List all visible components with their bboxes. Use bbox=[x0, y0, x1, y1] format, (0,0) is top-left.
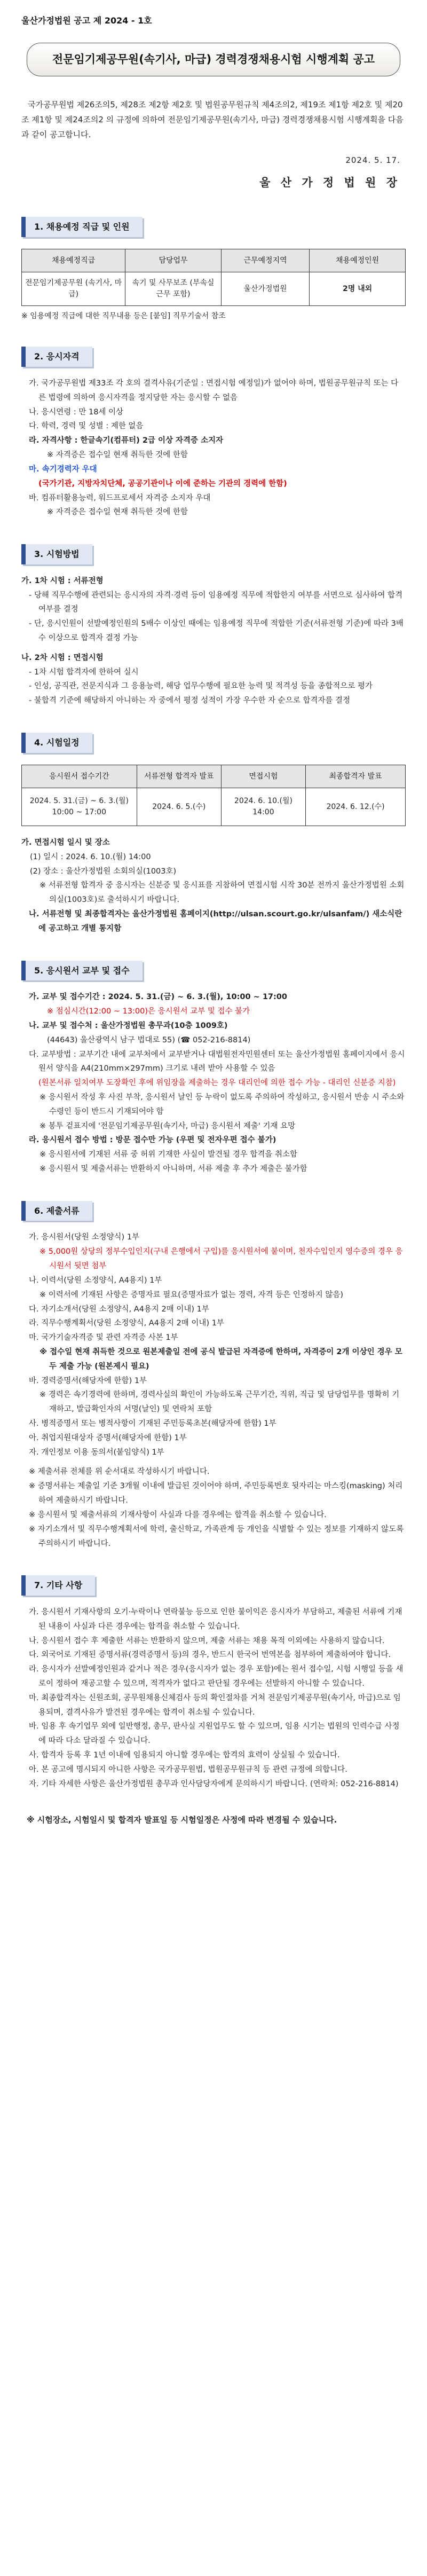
list-item: 가. 응시원서(당원 소정양식) 1부 bbox=[29, 1233, 140, 1242]
table-header: 면접시험 bbox=[221, 765, 305, 788]
table-cell: 2024. 6. 12.(수) bbox=[306, 788, 406, 826]
list-item: ※ 응시원서 및 제출서류는 반환하지 아니하며, 서류 제출 후 추가 제출은 불가함 bbox=[39, 1165, 307, 1174]
list-item: 자. 기타 자세한 사항은 울산가정법원 총무과 인사담당자에게 문의하시기 바랍니다. (연락처: 052-216-8814) bbox=[29, 1779, 399, 1788]
schedule-table bbox=[21, 765, 406, 826]
list-item: - 당해 직무수행에 관련되는 응시자의 자격·경력 등이 임용예정 직무에 적합한지 여부를 서면으로 심사하여 합격 여부를 결정 bbox=[29, 591, 403, 614]
list-item: 가. 면접시험 일시 및 장소 bbox=[21, 838, 110, 847]
list-item: 아. 취업지원대상자 증명서(해당자에 한함) 1부 bbox=[29, 1433, 187, 1442]
closing-note: ※ 시험장소, 시험일시 및 합격자 발표일 등 시험일정은 사정에 따라 변경될 수 있습니다. bbox=[27, 1815, 337, 1825]
list-item: - 인성, 공직관, 전문지식과 그 응용능력, 해당 업무수행에 필요한 능력 및 적격성 등을 종합적으로 평가 bbox=[29, 682, 373, 691]
list-item: - 불합격 기준에 해당하지 아니하는 자 중에서 평정 성적이 가장 우수한 자 순으로 합격자를 결정 bbox=[29, 696, 351, 705]
table-header: 담당업무 bbox=[125, 249, 222, 272]
table-cell: 2024. 6. 5.(수) bbox=[137, 788, 221, 826]
list-item: ※ 경력은 속기경력에 한하며, 경력사실의 확인이 가능하도록 근무기간, 직위, 직급 및 담당업무를 명확히 기재하고, 발급확인자의 서명(날인) 및 연락처 포함 bbox=[39, 1391, 400, 1414]
list-item: (국가기관, 지방자치단체, 공공기관이나 이에 준하는 기관의 경력에 한함) bbox=[38, 479, 287, 488]
list-item: ※ 응시원서에 기재된 서류 중 허위 기재한 사실이 발견될 경우 합격을 취소함 bbox=[39, 1150, 298, 1159]
list-item: 사. 병적증명서 또는 병적사항이 기재된 주민등록초본(해당자에 한함) 1부 bbox=[29, 1419, 276, 1428]
notice-title: 전문임기제공무원(속기사, 마급) 경력경쟁채용시험 시행계획 공고 bbox=[27, 43, 400, 77]
list-item: 바. 컴퓨터활용능력, 워드프로세서 자격증 소지자 우대 bbox=[29, 493, 211, 502]
list-item: 가. 교부 및 접수기간 : 2024. 5. 31.(금) ~ 6. 3.(월), 10:00 ~ 17:00 bbox=[29, 993, 287, 1002]
section-heading: 4. 시험일정 bbox=[21, 733, 92, 753]
list-item: ※ 접수일 현재 취득한 것으로 원본제출일 전에 공식 발급된 자격증에 한하며, 자격증이 2개 이상인 경우 모두 제출 가능 (원본제시 필요) bbox=[39, 1347, 402, 1371]
table-cell: 속기 및 사무보조 (부속실 근무 포함) bbox=[125, 272, 222, 306]
list-item: (44643) 울산광역시 남구 법대로 55) (☎ 052-216-8814) bbox=[47, 1035, 251, 1044]
table-header: 서류전형 합격자 발표 bbox=[137, 765, 221, 788]
list-item: ※ 점심시간(12:00 ~ 13:00)은 응시원서 교부 및 접수 불가 bbox=[47, 1007, 250, 1016]
list-item: ※ 봉투 겉표지에 '전문임기제공무원(속기사, 마급) 응시원서 제출' 기재 요망 bbox=[39, 1121, 296, 1130]
list-item: ※ 제출서류 전체를 위 순서대로 작성하시기 바랍니다. bbox=[29, 1467, 210, 1477]
notice-number: 울산가정법원 공고 제 2024 - 1호 bbox=[21, 15, 152, 26]
list-item: 나. 응시연령 : 만 18세 이상 bbox=[29, 407, 124, 417]
list-item: ※ 자격증은 접수일 현재 취득한 것에 한함 bbox=[47, 508, 188, 517]
notice-date: 2024. 5. 17. bbox=[345, 155, 400, 166]
list-item: (2) 장소 : 울산가정법원 소회의실(1003호) bbox=[30, 867, 177, 876]
list-item: - 1차 시험 합격자에 한하여 실시 bbox=[29, 667, 139, 677]
list-item: - 단, 응시인원이 선발예정인원의 5배수 이상인 때에는 임용예정 직무에 적합한 기준(서류전형 기준)에 따라 3배수 이상으로 합격자 결정 가능 bbox=[29, 619, 404, 642]
list-item: 라. 자격사항 : 한글속기(컴퓨터) 2급 이상 자격증 소지자 bbox=[29, 436, 224, 445]
list-item: (1) 일시 : 2024. 6. 10.(월) 14:00 bbox=[30, 852, 151, 861]
section-documents bbox=[21, 1201, 406, 1551]
section-recruitment bbox=[21, 217, 406, 322]
list-item: 다. 학력, 경력 및 성별 : 제한 없음 bbox=[29, 422, 144, 431]
list-item: 가. 국가공무원법 제33조 각 호의 결격사유(기준일 : 면접시험 예정일)가 없어야 하며, 법원공무원규칙 또는 다른 법령에 의하여 응시자격을 정지당한 자는 응시할 수 없음 bbox=[29, 379, 399, 402]
table-header: 근무예정지역 bbox=[221, 249, 309, 272]
section-other bbox=[21, 1575, 406, 1828]
list-item: 나. 이력서(당원 소정양식, A4용지) 1부 bbox=[29, 1276, 162, 1285]
list-item: (원본서류 일치여부 도장확인 후에 위임장을 제출하는 경우 대리인에 의한 접수 가능 - 대리인 신분증 지참) bbox=[38, 1079, 396, 1088]
table-header: 채용예정인원 bbox=[310, 249, 406, 272]
table-row bbox=[22, 788, 406, 826]
list-item: 나. 2차 시험 : 면접시험 bbox=[21, 653, 104, 662]
section-application bbox=[21, 961, 406, 1176]
list-item: ※ 응시원서 작성 후 사진 부착, 응시원서 날인 등 누락이 없도록 주의하여 작성하고, 응시원서 반송 시 주소와 수령인 등이 반드시 기재되어야 함 bbox=[39, 1093, 405, 1116]
list-item: ※ 이력서에 기재된 사항은 증명자료 필요(증명자료가 없는 경력, 자격 등은 인정하지 않음) bbox=[39, 1290, 344, 1299]
list-item: ※ 5,000원 상당의 정부수입인지(구내 은행에서 구입)를 응시원서에 붙이며, 천자수입인지 영수증의 경우 응시원서 뒷면 첨부 bbox=[39, 1247, 403, 1271]
table-header: 응시원서 접수기간 bbox=[22, 765, 137, 788]
list-item: 마. 속기경력자 우대 bbox=[29, 465, 97, 474]
list-item: ※ 자격증은 접수일 현재 취득한 것에 한함 bbox=[47, 451, 188, 460]
list-item: 자. 개인정보 이용 동의서(붙임양식) 1부 bbox=[29, 1448, 164, 1457]
section-exam-method bbox=[21, 544, 406, 708]
section-schedule bbox=[21, 733, 406, 936]
section-heading: 6. 제출서류 bbox=[21, 1201, 92, 1221]
list-item: 가. 1차 시험 : 서류전형 bbox=[21, 576, 104, 585]
list-item: 다. 교부방법 : 교부기간 내에 교부처에서 교부받거나 대법원전자민원센터 또는 울산가정법원 홈페이지에서 응시원서 양식을 A4(210mm×297mm) 크기로 내려 받아 사용할 수 있음 bbox=[29, 1050, 405, 1073]
list-item: ※ 자기소개서 및 직무수행계획서에 학력, 출신학교, 가족관계 등 개인을 식별할 수 있는 정보를 기재하지 않도록 주의하시기 바랍니다. bbox=[29, 1525, 404, 1548]
recruitment-table bbox=[21, 249, 406, 306]
list-item: 바. 임용 후 속기업무 외에 일반행정, 총무, 판사실 지원업무도 할 수 있으며, 임용 시기는 법원의 인력수급 사정에 따라 다소 달라질 수 있습니다. bbox=[29, 1722, 400, 1746]
list-item: 아. 본 공고에 명시되지 아니한 사항은 국가공무원법, 법원공무원규칙 등 관련 규정에 의합니다. bbox=[29, 1765, 347, 1774]
list-item: 나. 응시원서 접수 후 제출한 서류는 반환하지 않으며, 제출 서류는 채용 목적 이외에는 사용하지 않습니다. bbox=[29, 1636, 385, 1645]
list-item: 마. 국가기술자격증 및 관련 자격증 사본 1부 bbox=[29, 1333, 178, 1342]
list-item: 마. 최종합격자는 신원조회, 공무원채용신체검사 등의 확인절차를 거쳐 전문임기제공무원(속기사, 마급)으로 임용되며, 결격사유가 발견된 경우에는 합격이 취소될 수 있습니다. bbox=[29, 1693, 401, 1717]
section-heading: 1. 채용예정 직급 및 인원 bbox=[21, 217, 143, 237]
signer-name: 울 산 가 정 법 원 장 bbox=[259, 176, 400, 190]
intro-paragraph: 국가공무원법 제26조의5, 제28조 제2항 제2호 및 법원공무원규칙 제4조의2, 제19조 제1항 제2호 및 제20조 제1항 및 제24조의2 의 규정에 의하여 전문임기제공무원(속기사, 마급) 경력경쟁채용시험 시행계획을 다음과 같이 공고합니다. bbox=[21, 100, 404, 139]
table-cell: 전문임기제공무원 (속기사, 마급) bbox=[22, 272, 125, 306]
list-item: ※ 증명서류는 제출일 기준 3개월 이내에 발급된 것이어야 하며, 주민등록번호 뒷자리는 마스킹(masking) 처리하여 제출하시기 바랍니다. bbox=[29, 1482, 403, 1505]
list-item: 다. 외국어로 기재된 증명서류(경력증명서 등)의 경우, 반드시 한국어 번역본을 첨부하여 제출하여야 합니다. bbox=[29, 1651, 391, 1660]
list-item: 나. 교부 및 접수처 : 울산가정법원 총무과(10층 1009호) bbox=[29, 1021, 228, 1030]
table-header: 채용예정직급 bbox=[22, 249, 125, 272]
table-cell: 2024. 5. 31.(금) ~ 6. 3.(월) 10:00 ~ 17:00 bbox=[22, 788, 137, 826]
list-item: 라. 응시자가 선발예정인원과 같거나 적은 경우(응시자가 없는 경우 포함)에는 원서 접수일, 시험 시행일 등을 새로이 정하여 재공고할 수 있으며, 적격자가 없다고 판단될 경우에는 선발하지 아니할 수 있습니다. bbox=[29, 1665, 404, 1688]
list-item: 나. 서류전형 및 최종합격자는 울산가정법원 홈페이지(http://ulsan.scourt.go.kr/ulsanfam/) 새소식란에 공고하고 개별 통지함 bbox=[29, 910, 402, 933]
table-cell: 2024. 6. 10.(월) 14:00 bbox=[221, 788, 305, 826]
section-eligibility bbox=[21, 347, 406, 520]
list-item: 다. 자기소개서(당원 소정양식, A4용지 2매 이내) 1부 bbox=[29, 1305, 209, 1314]
section-note: ※ 임용예정 직급에 대한 직무내용 등은 [붙임] 직무기술서 참조 bbox=[21, 312, 226, 321]
table-header: 최종합격자 발표 bbox=[306, 765, 406, 788]
list-item: ※ 응시원서 및 제출서류의 기재사항이 사실과 다를 경우에는 합격을 취소할 수 있습니다. bbox=[29, 1510, 327, 1519]
list-item: 사. 합격자 등록 후 1년 이내에 임용되지 아니할 경우에는 합격의 효력이 상실될 수 있습니다. bbox=[29, 1751, 340, 1760]
table-row bbox=[22, 272, 406, 306]
table-cell: 2명 내외 bbox=[310, 272, 406, 306]
list-item: 가. 응시원서 기재사항의 오기·누락이나 연락불능 등으로 인한 불이익은 응시자가 부담하고, 제출된 서류에 기재된 내용이 사실과 다른 경우에는 합격을 취소할 수 있습니다. bbox=[29, 1607, 402, 1631]
section-heading: 5. 응시원서 교부 및 접수 bbox=[21, 961, 143, 981]
section-heading: 2. 응시자격 bbox=[21, 347, 92, 367]
list-item: 라. 직무수행계획서(당원 소정양식, A4용지 2매 이내) 1부 bbox=[29, 1319, 224, 1328]
list-item: 바. 경력증명서(해당자에 한함) 1부 bbox=[29, 1376, 147, 1385]
section-heading: 3. 시험방법 bbox=[21, 544, 92, 564]
list-item: 라. 응시원서 접수 방법 : 방문 접수만 가능 (우편 및 전자우편 접수 불가) bbox=[29, 1136, 276, 1145]
section-heading: 7. 기타 사항 bbox=[21, 1575, 95, 1596]
table-cell: 울산가정법원 bbox=[221, 272, 309, 306]
list-item: ※ 서류전형 합격자 중 응시자는 신분증 및 응시표를 지참하여 면접시험 시작 30분 전까지 울산가정법원 소회의실(1003호)로 출석하시기 바랍니다. bbox=[39, 881, 405, 905]
